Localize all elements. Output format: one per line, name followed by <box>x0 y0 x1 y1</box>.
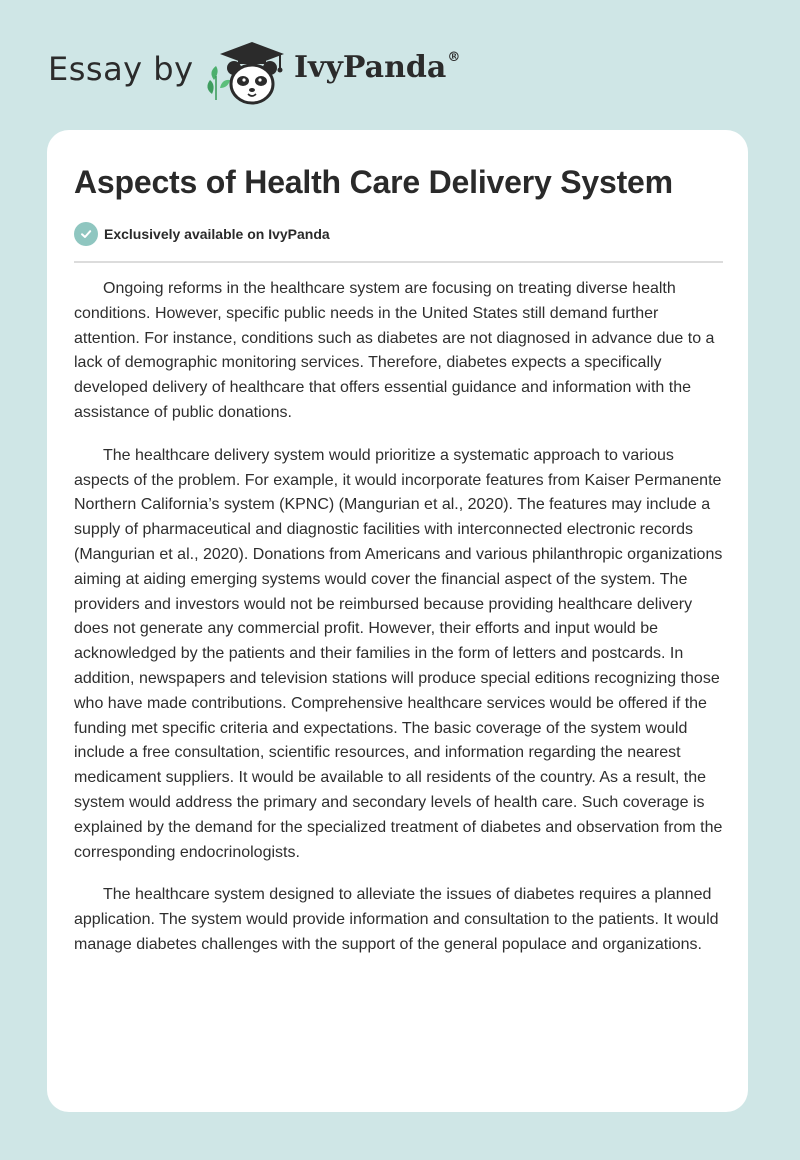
divider <box>74 261 723 263</box>
brand-name: IvyPanda® <box>294 50 461 85</box>
check-circle-icon <box>74 222 98 246</box>
paragraph: The healthcare system designed to alleviate the issues of diabetes requires a planned application. The system would provide information and consultation to the patients. It would manage diabetes challenges with the support of the general populace and organizations. <box>74 886 719 953</box>
exclusive-badge <box>74 221 330 247</box>
brand-header[interactable] <box>48 36 508 108</box>
badge-label: Exclusively available on IvyPanda <box>104 226 330 242</box>
ivypanda-logo-icon <box>200 36 296 108</box>
essay-card <box>47 130 748 1112</box>
paragraph: The healthcare delivery system would prioritize a systematic approach to various aspects of the problem. For example, it would incorporate features from Kaiser Permanente Northern California’s system (KPNC) (Mangurian et al., 2020). The features may include a supply of pharmaceutical and diagnostic facilities with interconnected electronic records (Mangurian et al., 2020). Donations from Americans and various philanthropic organizations aiming at aiding emerging systems would cover the financial aspect of the system. The providers and investors would not be reimbursed because providing healthcare delivery does not generate any commercial profit. However, their efforts and input would be acknowledged by the patients and their families in the form of letters and postcards. In addition, newspapers and television stations will produce special editions recognizing those who have made contributions. Comprehensive healthcare services would be offered if the funding met specific criteria and expectations. The basic coverage of the system would include a free consultation, scientific resources, and information regarding the nearest medicament suppliers. It would be available to all residents of the country. As a result, the system would address the primary and secondary levels of health care. Such coverage is explained by the demand for the specialized treatment of diabetes and observation from the corresponding endocrinologists. <box>74 446 723 861</box>
registered-mark: ® <box>447 50 461 65</box>
essay-body <box>74 277 726 976</box>
brand-prefix: Essay by <box>48 50 194 88</box>
page-title: Aspects of Health Care Delivery System <box>74 164 673 200</box>
paragraph: Ongoing reforms in the healthcare system are focusing on treating diverse health conditions. However, specific public needs in the United States still demand further attention. For instance, conditions such as diabetes are not diagnosed in advance due to a lack of demographic monitoring services. Therefore, diabetes expects a specifically developed delivery of healthcare that offers essential guidance and information with the assistance of public donations. <box>74 280 715 421</box>
